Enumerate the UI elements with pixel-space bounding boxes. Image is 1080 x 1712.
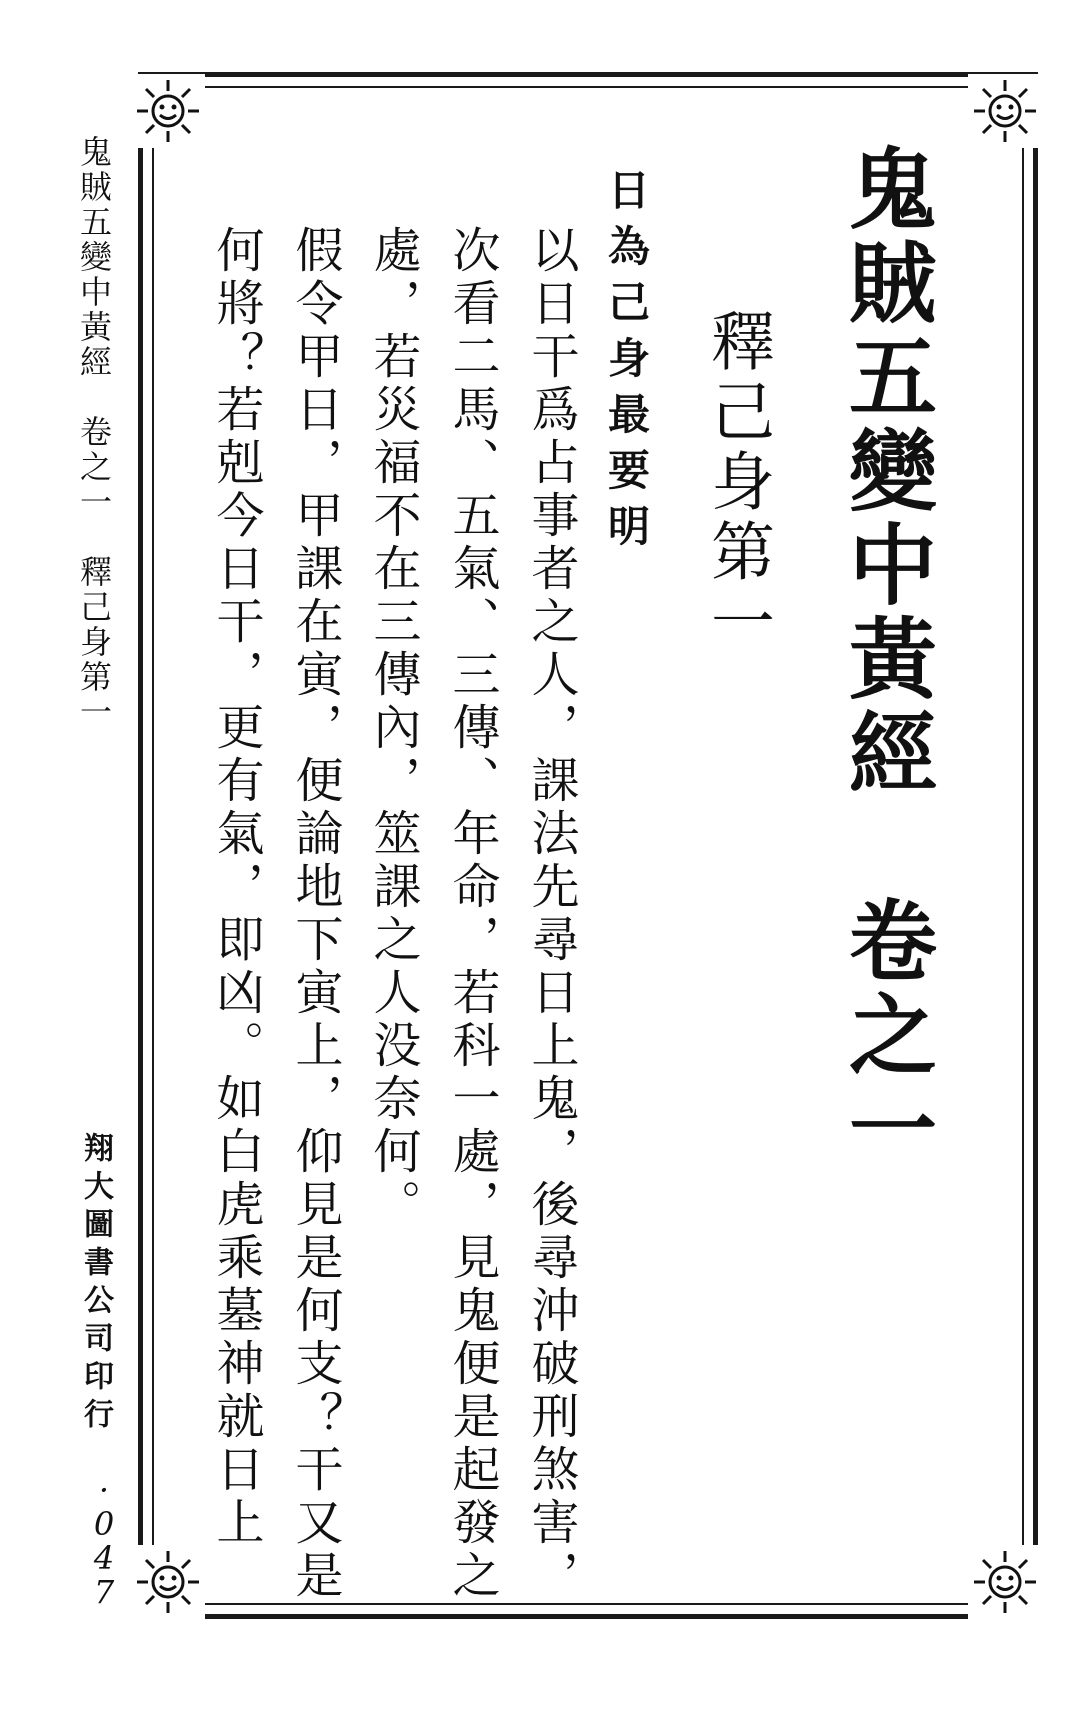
- sun-face-icon: [968, 1545, 1042, 1619]
- page-number-digit: 0: [93, 1505, 115, 1543]
- body-column: 處，若災福不在三傳內，筮課之人没奈何。: [365, 225, 421, 1232]
- running-header: 鬼賊五變中黃經 卷之一 釋己身第一: [75, 135, 113, 730]
- page-number-digit: 7: [93, 1573, 115, 1611]
- sun-face-icon: [131, 74, 205, 148]
- page-number-separator: ·: [98, 1471, 110, 1509]
- sun-face-icon: [131, 1545, 205, 1619]
- book-title: 鬼賊五變中黃經 卷之一: [835, 143, 939, 1177]
- body-column: 以日干爲占事者之人，課法先尋日上鬼，後尋沖破刑煞害，: [523, 225, 579, 1603]
- chapter-title: 釋己身第一: [700, 308, 774, 658]
- body-column: 假令甲日，甲課在寅，便論地下寅上，仰見是何支？干又是: [287, 225, 343, 1603]
- page-number-digits: [84, 1507, 124, 1609]
- page-number-digit: 4: [93, 1539, 115, 1577]
- publisher-imprint: 翔大圖書公司印行: [78, 1132, 113, 1436]
- page-number: [84, 1473, 124, 1609]
- sun-face-icon: [968, 74, 1042, 148]
- section-heading: 日為己身最要明: [602, 168, 651, 560]
- body-column: 次看二馬、五氣、三傳、年命，若科一處，見鬼便是起發之: [444, 225, 500, 1603]
- body-column: 何將？若剋今日干，更有氣，即凶。如白虎乘墓神就日上: [208, 225, 264, 1550]
